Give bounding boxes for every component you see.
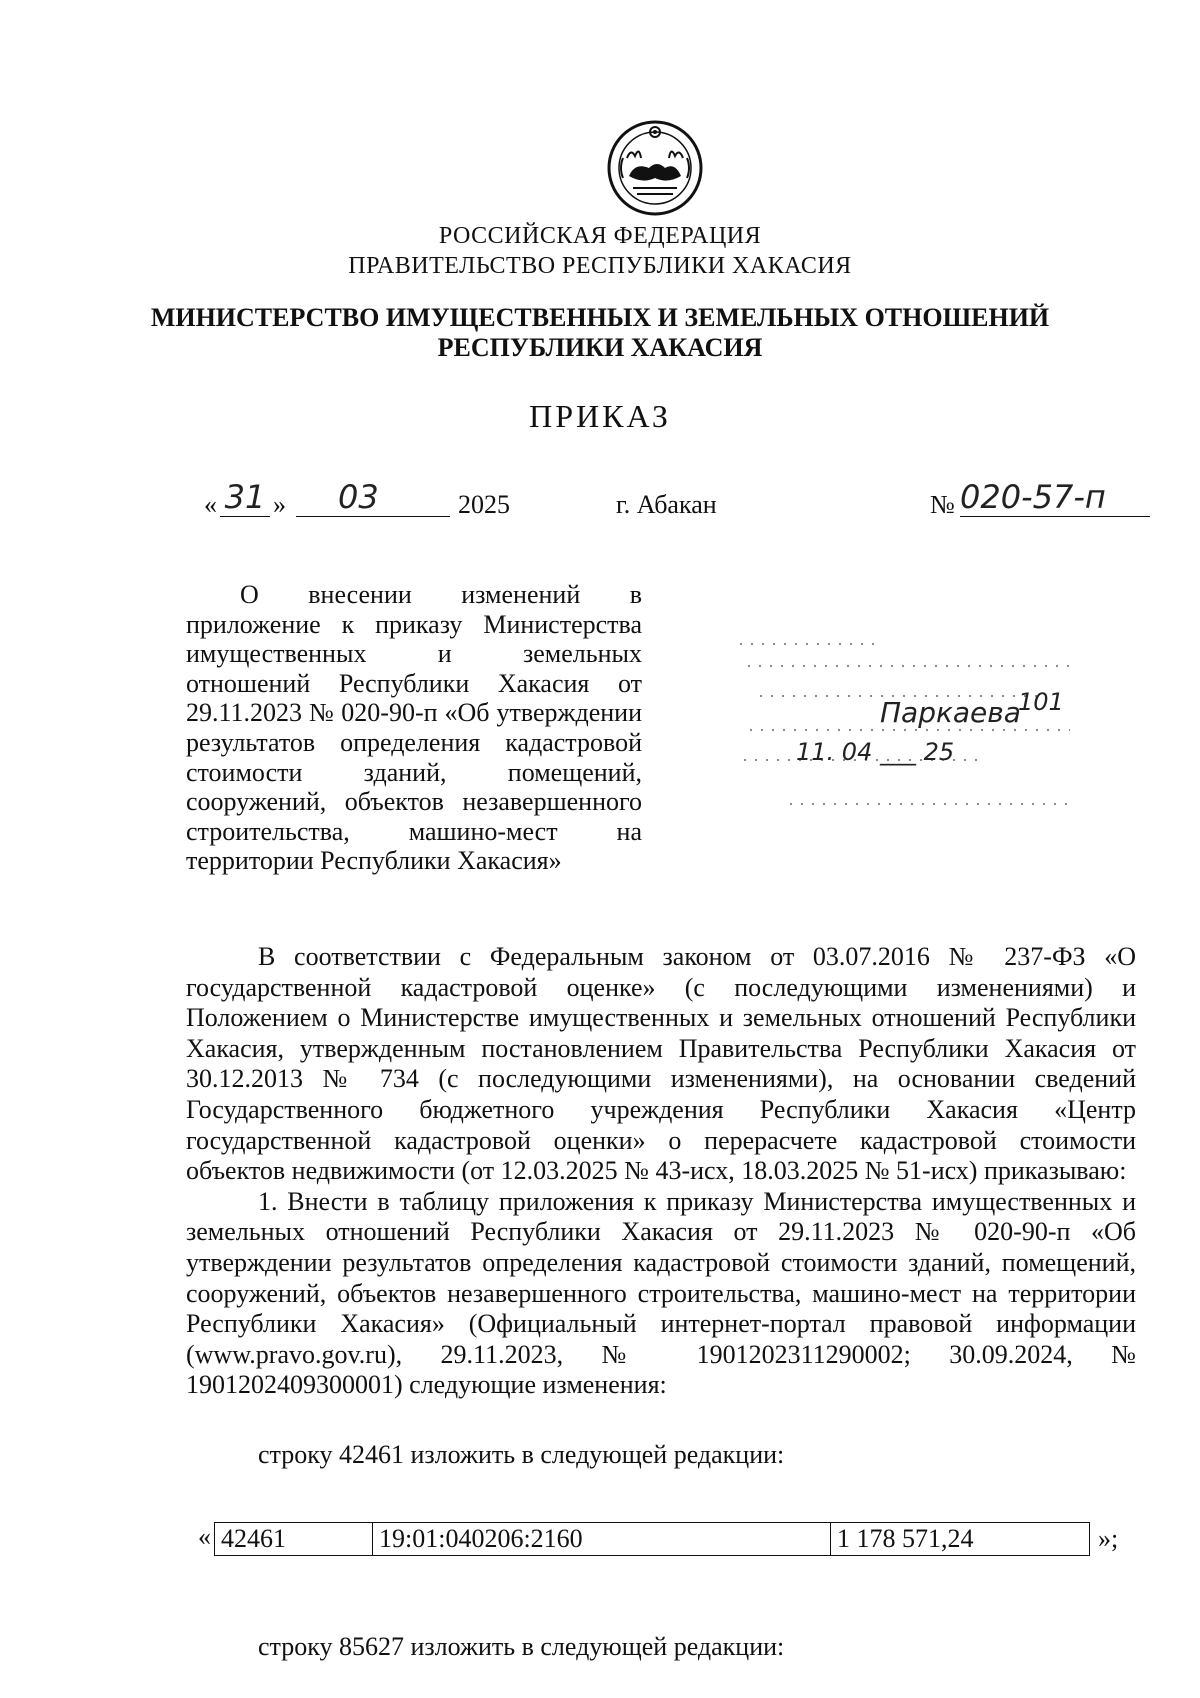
stamp-handwritten-code: 101 bbox=[1018, 688, 1064, 716]
document-type: ПРИКАЗ bbox=[529, 398, 671, 434]
coat-of-arms-emblem bbox=[605, 118, 705, 218]
row-42461-table bbox=[214, 1522, 1090, 1556]
stamp-handwritten-date: 11. 04 ___ 25 bbox=[796, 738, 955, 766]
date-line bbox=[0, 478, 1200, 528]
body-paragraph-2: 1. Внести в таблицу приложения к приказу Министерства имущественных и земельных отношений Республики Хакасия от 29.11.2023 № 020-90-п «Об утверждении результатов определения кадастровой стоимости зданий, помещений, сооружений, объектов незавершенного строительства, машино-мест на территории Республики Хакасия» (Официальный интернет-портал правовой информации (www.pravo.gov.ru), 29.11.2023, № 1901202311290002; 30.09.2024, № 1901202409300001) следующие изменения: bbox=[186, 1186, 1136, 1400]
stamp-handwritten-name: Паркаева bbox=[880, 696, 1021, 729]
handwritten-month: 03 bbox=[296, 478, 450, 517]
table-quote-close: »; bbox=[1098, 1524, 1119, 1553]
table-quote-open: « bbox=[198, 1522, 211, 1551]
handwritten-order-number: 020-57-п bbox=[960, 478, 1150, 517]
order-body bbox=[186, 942, 1136, 1401]
handwritten-day: 31 bbox=[220, 478, 270, 517]
order-subject bbox=[186, 580, 642, 876]
cadastral-value-cell: 1 178 571,24 bbox=[831, 1523, 1090, 1556]
row-85627-label: строку 85627 изложить в следующей редакции: bbox=[258, 1632, 785, 1661]
row-number-cell: 42461 bbox=[215, 1523, 373, 1556]
body-paragraph-1: В соответствии с Федеральным законом от 03.07.2016 № 237-ФЗ «О государственной кадастровой оценке» (с последующими изменениями) и Положением о Министерстве имущественных и земельных отношений Республики Хакасия, утвержденным постановлением Правительства Республики Хакасия от 30.12.2013 № 734 (с последующими изменениями), на основании сведений Государственного бюджетного учреждения Республики Хакасия «Центр государственной кадастровой оценки» о перерасчете кадастровой стоимости объектов недвижимости (от 12.03.2025 № 43-исх, 18.03.2025 № 51-исх) приказываю: bbox=[186, 942, 1136, 1186]
cadastral-number-cell: 19:01:040206:2160 bbox=[373, 1523, 831, 1556]
number-sign: № bbox=[930, 490, 955, 519]
city: г. Абакан bbox=[616, 490, 717, 519]
subject-text: О внесении изменений в приложение к приказу Министерства имущественных и земельных отношений Республики Хакасия от 29.11.2023 № 020-90-п «Об утверждении результатов определения кадастровой стоимости зданий, помещений, сооружений, объектов незавершенного строительства, машино-мест на территории Республики Хакасия» bbox=[186, 580, 642, 876]
stamp-dotted-lines bbox=[740, 640, 1080, 820]
year: 2025 bbox=[458, 490, 510, 519]
country-name: РОССИЙСКАЯ ФЕДЕРАЦИЯ bbox=[438, 223, 762, 249]
ministry-name-line1: МИНИСТЕРСТВО ИМУЩЕСТВЕННЫХ И ЗЕМЕЛЬНЫХ ОТНОШЕНИЙ bbox=[150, 303, 1050, 332]
registration-stamp bbox=[740, 640, 1080, 820]
ministry-name-line2: РЕСПУБЛИКИ ХАКАСИЯ bbox=[437, 333, 763, 362]
table-row bbox=[215, 1523, 1090, 1556]
day-quote-close: » bbox=[273, 490, 286, 519]
day-quote-open: « bbox=[204, 490, 217, 519]
row-42461-label: строку 42461 изложить в следующей редакции: bbox=[258, 1440, 785, 1469]
government-name: ПРАВИТЕЛЬСТВО РЕСПУБЛИКИ ХАКАСИЯ bbox=[348, 253, 852, 279]
